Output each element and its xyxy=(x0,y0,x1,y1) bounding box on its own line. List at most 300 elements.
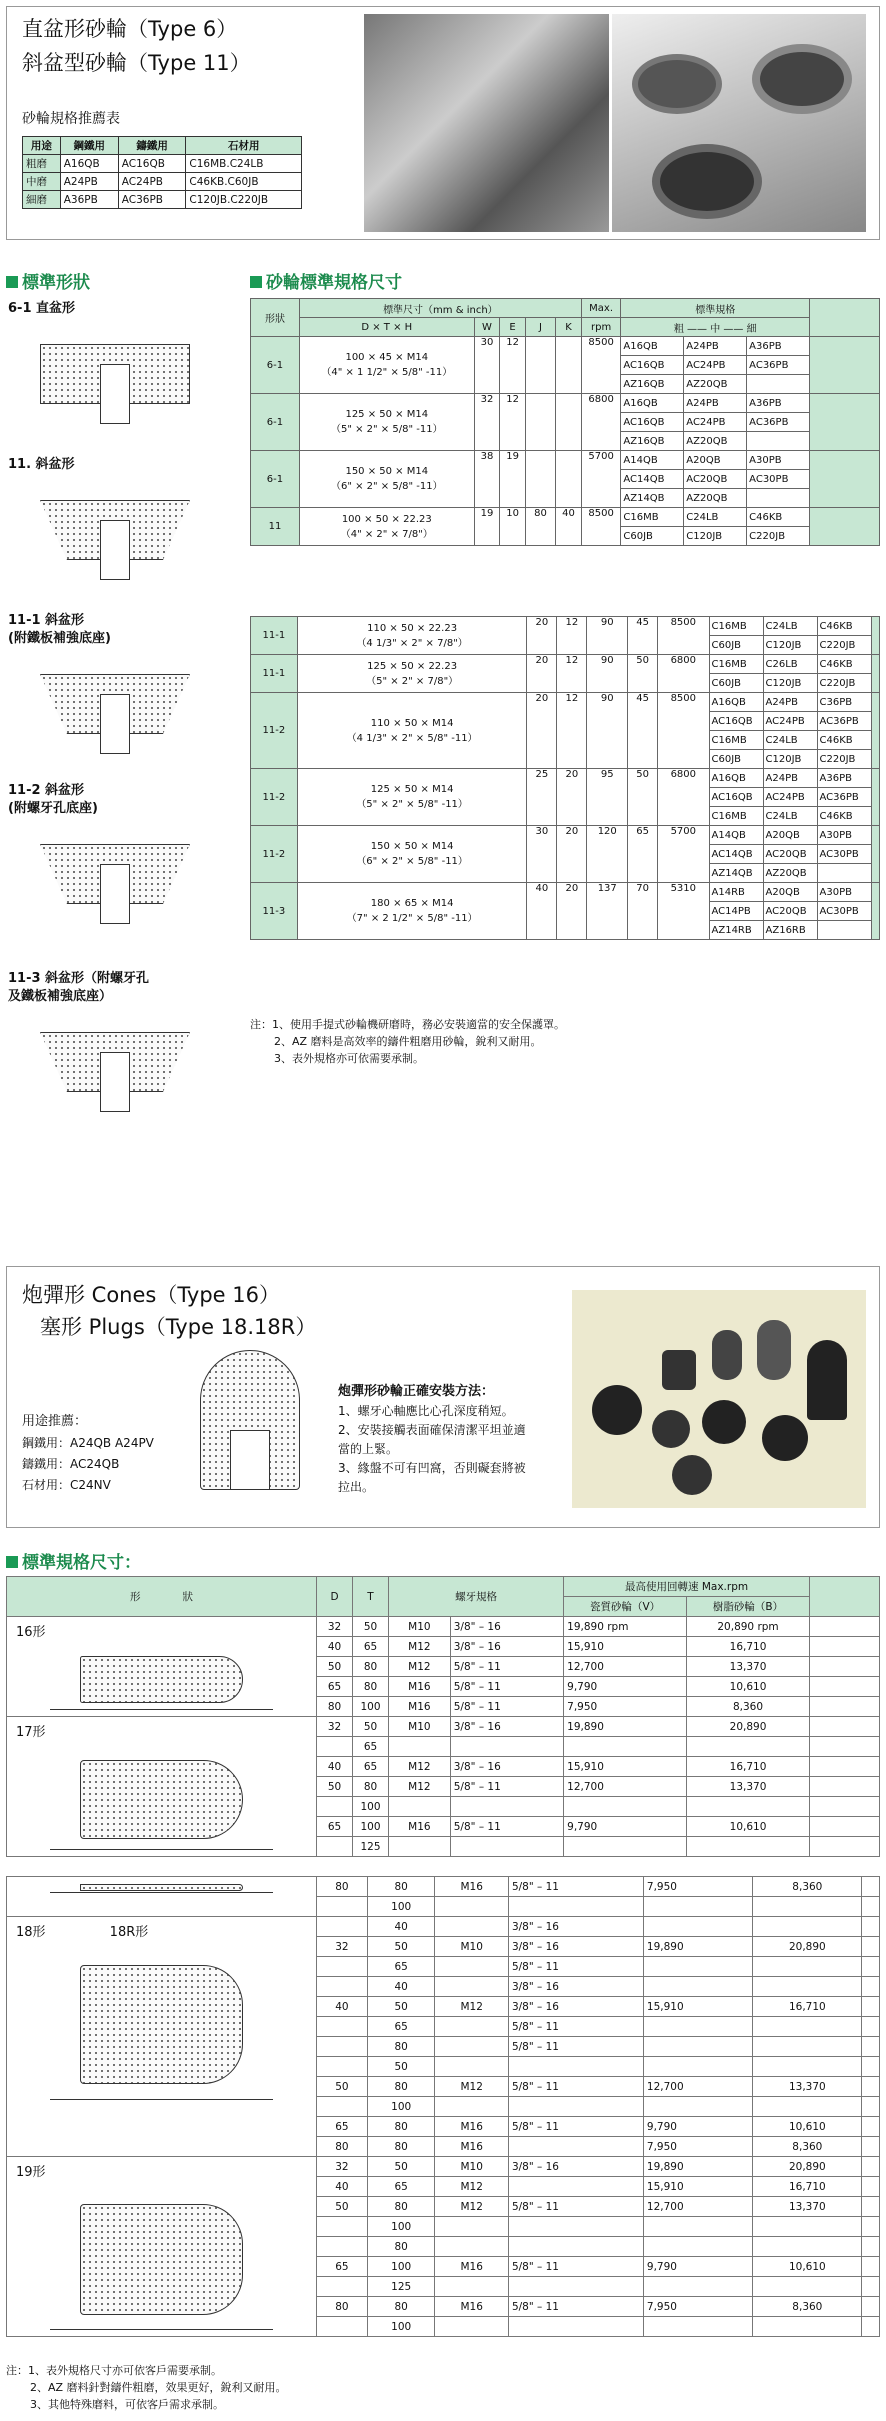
row-metric xyxy=(435,2097,509,2117)
recommend-title: 砂輪規格推薦表 xyxy=(22,111,120,127)
row-metric: M10 xyxy=(435,1937,509,1957)
install-title: 炮彈形砂輪正確安裝方法： xyxy=(338,1384,495,1399)
row-k xyxy=(556,337,582,394)
row-metric: M16 xyxy=(389,1697,451,1717)
col-t: T xyxy=(353,1577,389,1617)
grade-cell: AC30PB xyxy=(817,845,871,864)
row-dim-inch: （4" × 1 1/2" × 5/8" -11） xyxy=(321,367,453,378)
grade-cell: C220JB xyxy=(817,636,871,655)
row-t: 80 xyxy=(367,2077,435,2097)
grade-cell: AC14PB xyxy=(709,902,763,921)
row-metric: M16 xyxy=(389,1817,451,1837)
use-item: 鋼鐵用：A24QB A24PV xyxy=(22,1436,154,1450)
grade-cell: AC14QB xyxy=(709,845,763,864)
row-t: 65 xyxy=(353,1637,389,1657)
row-t: 80 xyxy=(367,2137,435,2157)
row-metric: M16 xyxy=(389,1677,451,1697)
row-metric: M12 xyxy=(435,2077,509,2097)
row-w: 20 xyxy=(527,655,557,693)
row-dim-mm: 150 × 50 × M14 xyxy=(370,841,454,852)
row-e: 12 xyxy=(557,617,587,655)
spec-note: 2、AZ 磨料是高效率的鑄件粗磨用砂輪，銳利又耐用。 xyxy=(274,1035,542,1048)
col-thread: 螺牙規格 xyxy=(389,1577,564,1617)
row-shape: 6-1 xyxy=(251,394,300,451)
shape-drawing xyxy=(50,1883,273,1893)
row-blank xyxy=(862,2077,880,2097)
rec-cell: AC24PB xyxy=(118,173,186,191)
row-d xyxy=(317,2237,368,2257)
row-metric xyxy=(435,1977,509,1997)
row-blank xyxy=(810,1617,880,1637)
row-inch: 5/8" – 11 xyxy=(450,1777,563,1797)
row-t: 50 xyxy=(353,1717,389,1737)
row-t: 100 xyxy=(367,2097,435,2117)
row-t: 80 xyxy=(367,2237,435,2257)
row-dim xyxy=(297,617,527,655)
shape-cell xyxy=(7,2157,317,2337)
row-dim-mm: 180 × 65 × M14 xyxy=(370,898,454,909)
grade-cell: A36PB xyxy=(747,337,810,356)
row-t: 50 xyxy=(367,1937,435,1957)
use-item: 鑄鐵用：AC24QB xyxy=(22,1457,120,1471)
row-inch: 3/8" – 16 xyxy=(508,1997,643,2017)
row-blank xyxy=(862,2137,880,2157)
center-hole xyxy=(100,864,130,924)
cone-body xyxy=(80,1760,243,1839)
install-item: 拉出。 xyxy=(338,1480,375,1494)
row-blank xyxy=(862,2277,880,2297)
row-b xyxy=(753,2217,862,2237)
row-inch: 5/8" – 11 xyxy=(508,2197,643,2217)
row-t: 50 xyxy=(367,1997,435,2017)
shape-label: 11-2 斜盆形 (附螺牙孔底座) xyxy=(8,783,98,816)
shape-label: 11-3 斜盆形（附螺牙孔 及鐵板補強底座） xyxy=(8,971,150,1004)
row-rpm: 5700 xyxy=(581,451,621,508)
shape-drawing xyxy=(50,1950,273,2100)
grade-cell: A24PB xyxy=(684,337,747,356)
row-blank xyxy=(810,1637,880,1657)
row-v: 15,910 xyxy=(564,1637,687,1657)
row-dim-mm: 125 × 50 × 22.23 xyxy=(367,660,458,672)
row-metric xyxy=(435,1957,509,1977)
row-inch xyxy=(450,1797,563,1817)
row-v: 15,910 xyxy=(564,1757,687,1777)
row-d: 50 xyxy=(317,2077,368,2097)
row-e: 20 xyxy=(557,826,587,883)
rec-header: 鑄鐵用 xyxy=(118,137,186,155)
shape-label: 6-1 直盆形 xyxy=(8,301,76,316)
row-v xyxy=(564,1837,687,1857)
col-j: J xyxy=(525,318,555,337)
row-blank xyxy=(862,1957,880,1977)
plugs-title: 塞形 Plugs（Type 18.18R） xyxy=(40,1315,317,1339)
rec-cell: AC36PB xyxy=(118,191,186,209)
row-blank xyxy=(871,655,879,693)
row-t: 80 xyxy=(353,1777,389,1797)
row-blank xyxy=(862,2117,880,2137)
col-shape: 形 狀 xyxy=(7,1577,317,1617)
row-v: 15,910 xyxy=(643,1997,752,2017)
row-d xyxy=(317,1977,368,1997)
row-dim xyxy=(299,394,474,451)
grade-cell: C120JB xyxy=(763,674,817,693)
row-rpm: 6800 xyxy=(581,394,621,451)
grade-cell: C220JB xyxy=(747,527,810,546)
rec-cell: C120JB.C220JB xyxy=(186,191,302,209)
row-inch: 5/8" – 11 xyxy=(508,2117,643,2137)
row-v xyxy=(643,2037,752,2057)
row-t: 80 xyxy=(353,1677,389,1697)
grade-cell: AC20QB xyxy=(763,845,817,864)
install-item: 當的上緊。 xyxy=(338,1442,399,1456)
row-t: 65 xyxy=(367,2017,435,2037)
row-inch xyxy=(508,2057,643,2077)
shape-diagram xyxy=(30,824,200,954)
use-list xyxy=(22,1433,154,1496)
row-blank xyxy=(871,769,879,826)
row-b xyxy=(753,2057,862,2077)
rec-row-label: 中磨 xyxy=(23,173,61,191)
grade-cell: C120JB xyxy=(684,527,747,546)
row-dim-mm: 100 × 50 × 22.23 xyxy=(341,513,432,525)
row-blank xyxy=(810,1677,880,1697)
row-metric: M10 xyxy=(435,2157,509,2177)
row-v xyxy=(643,2317,752,2337)
row-e: 12 xyxy=(557,655,587,693)
row-rpm: 8500 xyxy=(658,617,709,655)
grade-cell: C16MB xyxy=(709,655,763,674)
row-shape: 6-1 xyxy=(251,451,300,508)
row-t: 80 xyxy=(367,2297,435,2317)
grade-cell: AZ20QB xyxy=(684,489,747,508)
col-w: W xyxy=(474,318,500,337)
grade-cell xyxy=(817,921,871,940)
row-j: 120 xyxy=(587,826,628,883)
row-j xyxy=(525,394,555,451)
row-blank xyxy=(810,1737,880,1757)
title-type6: 直盆形砂輪（Type 6） xyxy=(22,17,238,41)
row-b: 16,710 xyxy=(687,1757,810,1777)
row-dim xyxy=(297,826,527,883)
grade-cell: AZ14QB xyxy=(621,489,684,508)
grade-cell: A20QB xyxy=(763,826,817,845)
row-v xyxy=(643,1977,752,1997)
row-d: 32 xyxy=(317,1937,368,1957)
row-v xyxy=(643,2097,752,2117)
row-v: 9,790 xyxy=(643,2117,752,2137)
row-inch: 3/8" – 16 xyxy=(450,1617,563,1637)
row-t: 80 xyxy=(367,2197,435,2217)
grade-cell: A36PB xyxy=(817,769,871,788)
row-inch xyxy=(508,1897,643,1917)
row-blank xyxy=(862,2297,880,2317)
row-w: 30 xyxy=(474,337,500,394)
use-title: 用途推薦： xyxy=(22,1414,88,1429)
shape-label: 11. 斜盆形 xyxy=(8,457,75,472)
row-b: 16,710 xyxy=(687,1637,810,1657)
row-inch xyxy=(508,2137,643,2157)
shape-diagram xyxy=(30,654,200,784)
grade-cell: A16QB xyxy=(709,769,763,788)
wheel-photo xyxy=(612,14,866,232)
row-blank xyxy=(810,1797,880,1817)
row-dim-inch: （6" × 2" × 5/8" -11） xyxy=(330,481,443,492)
shape-diagram xyxy=(30,480,200,590)
grade-cell: A16QB xyxy=(621,394,684,413)
spec-note: 3、表外規格亦可依需要承制。 xyxy=(274,1052,424,1065)
row-k: 65 xyxy=(628,826,658,883)
grade-cell: C16MB xyxy=(621,508,684,527)
row-metric xyxy=(389,1737,451,1757)
row-blank xyxy=(810,1777,880,1797)
grade-cell: AC24PB xyxy=(763,788,817,807)
grade-cell: A20QB xyxy=(684,451,747,470)
row-d xyxy=(317,1837,353,1857)
row-metric: M10 xyxy=(389,1617,451,1637)
row-t: 125 xyxy=(367,2277,435,2297)
row-b: 13,370 xyxy=(687,1777,810,1797)
grade-cell: C60JB xyxy=(709,750,763,769)
row-metric: M16 xyxy=(435,2117,509,2137)
row-v xyxy=(564,1797,687,1817)
grade-cell: C120JB xyxy=(763,750,817,769)
row-e: 12 xyxy=(500,394,526,451)
row-metric: M16 xyxy=(435,2137,509,2157)
shape-cell xyxy=(7,1617,317,1717)
row-d xyxy=(317,1957,368,1977)
cone-body xyxy=(80,1656,243,1703)
row-blank xyxy=(810,337,880,394)
row-dim-inch: （7" × 2 1/2" × 5/8" -11） xyxy=(346,913,478,924)
row-dim xyxy=(299,451,474,508)
row-b: 8,360 xyxy=(687,1697,810,1717)
row-blank xyxy=(862,2037,880,2057)
row-t: 80 xyxy=(367,1877,435,1897)
row-d xyxy=(317,2057,368,2077)
row-j xyxy=(525,451,555,508)
row-metric: M12 xyxy=(435,1997,509,2017)
row-metric xyxy=(435,1897,509,1917)
row-k: 40 xyxy=(556,508,582,546)
row-b: 8,360 xyxy=(753,2297,862,2317)
row-b: 10,610 xyxy=(687,1677,810,1697)
col-std: 標準規格 xyxy=(621,299,810,318)
grade-cell: C16MB xyxy=(709,731,763,750)
center-hole xyxy=(100,1052,130,1112)
shape-cell xyxy=(7,1917,317,2157)
row-metric xyxy=(435,2217,509,2237)
row-inch: 5/8" – 11 xyxy=(508,2257,643,2277)
col-blank xyxy=(810,1577,880,1617)
rec-cell: A24PB xyxy=(60,173,118,191)
row-dim xyxy=(299,337,474,394)
grade-cell: AZ20QB xyxy=(684,432,747,451)
center-hole xyxy=(100,364,130,424)
row-d: 32 xyxy=(317,1617,353,1637)
row-dim-mm: 100 × 45 × M14 xyxy=(345,352,429,363)
grade-cell: A30PB xyxy=(817,826,871,845)
use-item: 石材用：C24NV xyxy=(22,1478,111,1492)
col-e: E xyxy=(500,318,526,337)
grade-cell: AC16QB xyxy=(709,788,763,807)
row-inch xyxy=(508,2177,643,2197)
row-blank xyxy=(862,2057,880,2077)
row-t: 50 xyxy=(353,1617,389,1637)
row-k xyxy=(556,451,582,508)
row-metric xyxy=(435,2277,509,2297)
grade-cell: AC20QB xyxy=(684,470,747,489)
grinding-photo xyxy=(364,14,609,232)
row-blank xyxy=(810,1757,880,1777)
row-inch: 5/8" – 11 xyxy=(450,1697,563,1717)
grade-cell: C16MB xyxy=(709,807,763,826)
row-v: 19,890 xyxy=(643,2157,752,2177)
install-item: 3、緣盤不可有凹窩，否則礙套將被 xyxy=(338,1461,526,1475)
col-v: 瓷質砂輪（V） xyxy=(564,1597,687,1617)
row-d: 50 xyxy=(317,1777,353,1797)
grade-cell: C60JB xyxy=(709,674,763,693)
row-t: 40 xyxy=(367,1977,435,1997)
row-b: 20,890 xyxy=(687,1717,810,1737)
row-shape: 6-1 xyxy=(251,337,300,394)
cones-title: 炮彈形 Cones（Type 16） xyxy=(22,1283,280,1307)
row-metric: M12 xyxy=(389,1637,451,1657)
row-blank xyxy=(810,394,880,451)
row-dim-mm: 110 × 50 × 22.23 xyxy=(367,622,458,634)
row-blank xyxy=(862,1877,880,1897)
row-v xyxy=(643,2017,752,2037)
row-d: 50 xyxy=(317,2197,368,2217)
row-metric: M10 xyxy=(389,1717,451,1737)
row-shape: 11-1 xyxy=(251,655,298,693)
row-rpm: 5310 xyxy=(658,883,709,940)
row-v: 7,950 xyxy=(643,2137,752,2157)
row-metric xyxy=(435,2017,509,2037)
row-t: 100 xyxy=(367,2217,435,2237)
shape-label: 11-1 斜盆形 (附鐵板補強底座) xyxy=(8,613,111,646)
cone-notes xyxy=(6,2362,287,2413)
row-d: 65 xyxy=(317,2257,368,2277)
row-inch: 5/8" – 11 xyxy=(450,1817,563,1837)
row-blank xyxy=(810,1837,880,1857)
grade-cell: AZ16QB xyxy=(621,432,684,451)
shape-cell xyxy=(7,1717,317,1857)
row-inch: 5/8" – 11 xyxy=(508,2017,643,2037)
grade-cell: C24LB xyxy=(763,731,817,750)
row-dim xyxy=(299,508,474,546)
row-b: 20,890 xyxy=(753,2157,862,2177)
row-b: 8,360 xyxy=(753,1877,862,1897)
row-dim-inch: （6" × 2" × 5/8" -11） xyxy=(356,856,468,867)
row-d: 32 xyxy=(317,1717,353,1737)
row-d xyxy=(317,1897,368,1917)
grade-cell: AZ14RB xyxy=(709,921,763,940)
col-grade: 粗 —— 中 —— 細 xyxy=(621,318,810,337)
row-w: 30 xyxy=(527,826,557,883)
row-t: 50 xyxy=(367,2157,435,2177)
row-d: 80 xyxy=(317,2137,368,2157)
row-b xyxy=(753,2097,862,2117)
row-inch: 5/8" – 11 xyxy=(450,1677,563,1697)
title-type11: 斜盆型砂輪（Type 11） xyxy=(22,51,251,75)
center-hole xyxy=(100,520,130,580)
row-v: 9,790 xyxy=(564,1817,687,1837)
col-b: 樹脂砂輪（B） xyxy=(687,1597,810,1617)
row-metric: M12 xyxy=(389,1657,451,1677)
row-v xyxy=(643,2277,752,2297)
row-inch: 5/8" – 11 xyxy=(508,2077,643,2097)
grade-cell: A16QB xyxy=(709,693,763,712)
row-b: 10,610 xyxy=(753,2117,862,2137)
grade-cell: C60JB xyxy=(709,636,763,655)
row-v: 9,790 xyxy=(643,2257,752,2277)
row-v: 19,890 rpm xyxy=(564,1617,687,1637)
row-metric: M12 xyxy=(435,2177,509,2197)
row-j: 95 xyxy=(587,769,628,826)
row-v: 12,700 xyxy=(564,1657,687,1677)
row-d xyxy=(317,2017,368,2037)
cone-note: 2、AZ 磨料針對鑄件粗磨，效果更好，銳利又耐用。 xyxy=(30,2381,287,2394)
shape-drawing xyxy=(50,1650,273,1710)
row-blank xyxy=(871,883,879,940)
grade-cell: A24PB xyxy=(684,394,747,413)
cone-note: 注：1、表外規格尺寸亦可依客戶需要承制。 xyxy=(6,2364,222,2377)
grade-cell: C26LB xyxy=(763,655,817,674)
row-d: 80 xyxy=(317,2297,368,2317)
row-metric: M12 xyxy=(389,1777,451,1797)
row-rpm: 8500 xyxy=(658,693,709,769)
row-blank xyxy=(810,1697,880,1717)
row-metric xyxy=(435,1917,509,1937)
row-dim-mm: 125 × 50 × M14 xyxy=(345,409,429,420)
grade-cell: C60JB xyxy=(621,527,684,546)
row-shape: 11 xyxy=(251,508,300,546)
shape-cell xyxy=(7,1877,317,1917)
row-e: 19 xyxy=(500,451,526,508)
row-dim-inch: （4 1/3" × 2" × 7/8"） xyxy=(356,637,468,649)
row-d: 32 xyxy=(317,2157,368,2177)
row-inch: 3/8" – 16 xyxy=(508,2157,643,2177)
center-hole xyxy=(100,694,130,754)
row-d: 80 xyxy=(317,1697,353,1717)
row-k: 45 xyxy=(628,617,658,655)
row-w: 32 xyxy=(474,394,500,451)
row-rpm: 6800 xyxy=(658,655,709,693)
row-metric xyxy=(435,2057,509,2077)
row-dim xyxy=(297,693,527,769)
row-b: 16,710 xyxy=(753,1997,862,2017)
row-d: 80 xyxy=(317,1877,368,1897)
row-e: 12 xyxy=(500,337,526,394)
grade-cell: AZ20QB xyxy=(763,864,817,883)
grade-cell: C46KB xyxy=(817,807,871,826)
row-d: 40 xyxy=(317,2177,368,2197)
row-w: 20 xyxy=(527,693,557,769)
row-rpm: 8500 xyxy=(581,508,621,546)
row-b: 10,610 xyxy=(753,2257,862,2277)
spec-table-2 xyxy=(250,616,880,940)
shape-diagram xyxy=(30,324,200,434)
grade-cell: A14QB xyxy=(621,451,684,470)
row-k: 70 xyxy=(628,883,658,940)
row-inch: 5/8" – 11 xyxy=(508,2037,643,2057)
row-dim-inch: （5" × 2" × 7/8"） xyxy=(366,675,459,687)
grade-cell: A20QB xyxy=(763,883,817,902)
grade-cell: A30PB xyxy=(747,451,810,470)
row-blank xyxy=(871,617,879,655)
row-t: 65 xyxy=(367,1957,435,1977)
row-inch: 5/8" – 11 xyxy=(508,2297,643,2317)
